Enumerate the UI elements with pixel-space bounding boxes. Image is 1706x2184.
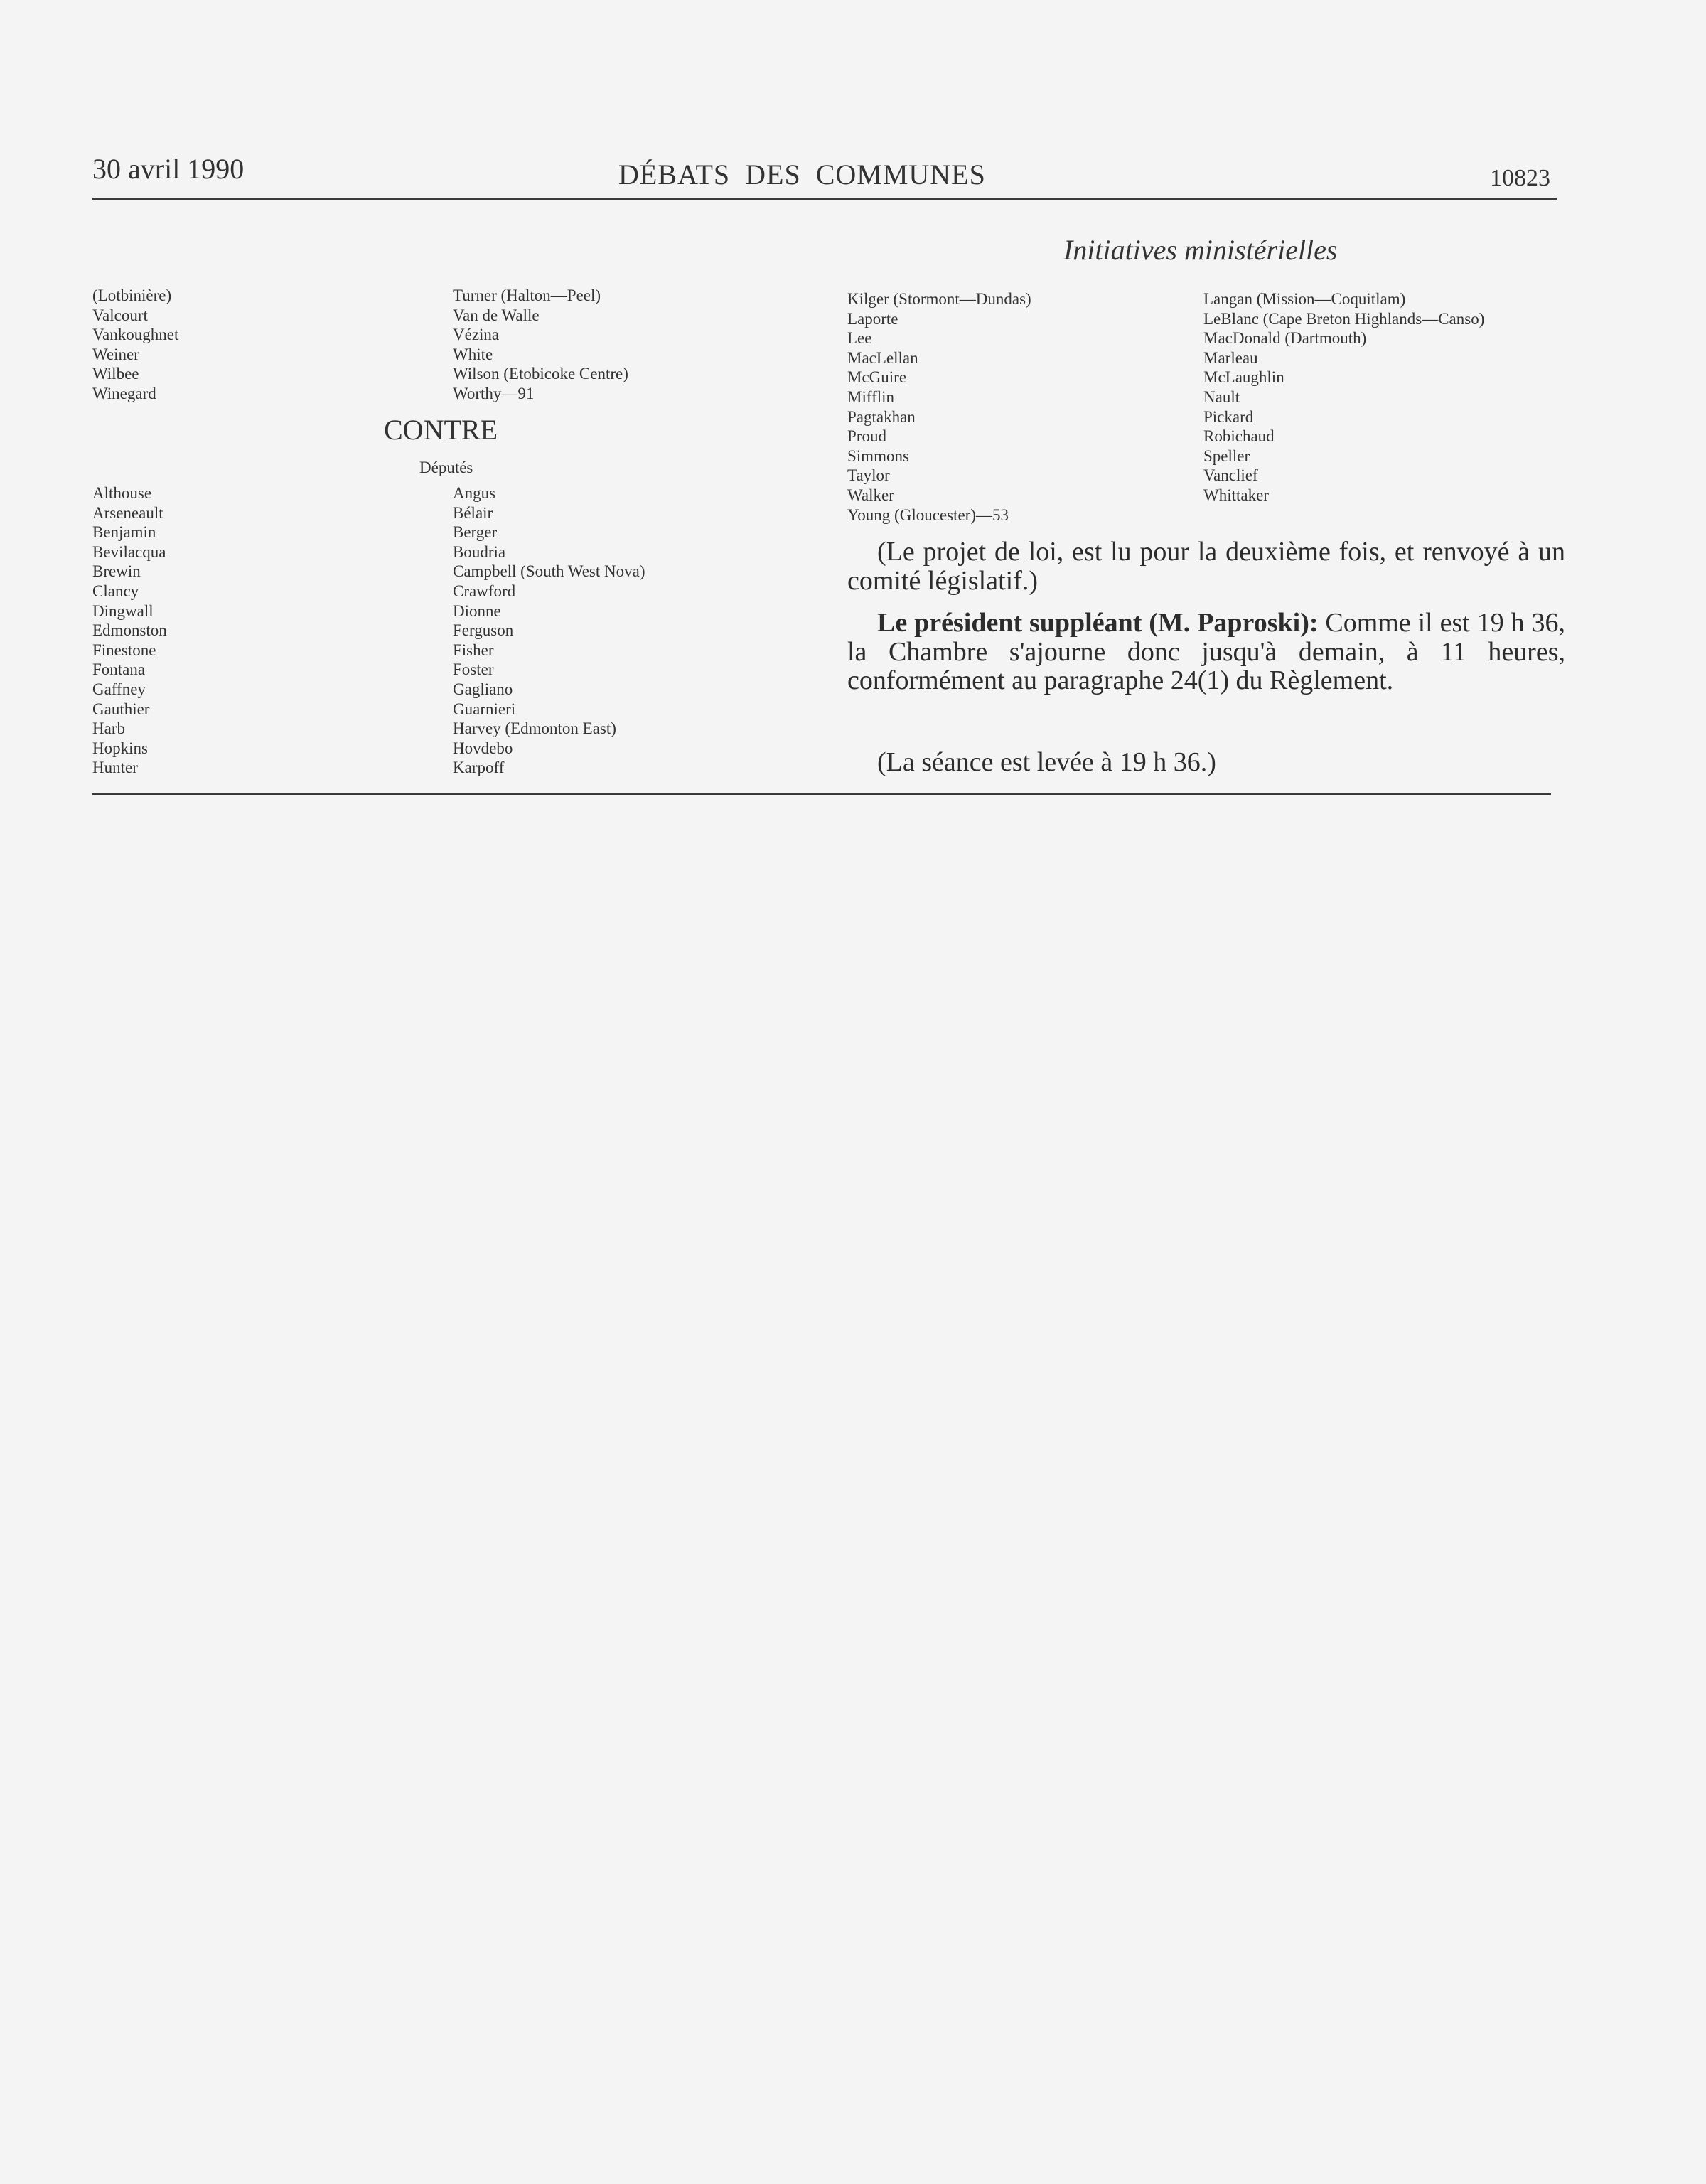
member-name: Hopkins (92, 739, 148, 757)
member-name: Young (Gloucester)—53 (847, 505, 1009, 524)
member-name: Gaffney (92, 680, 146, 698)
member-name: Marleau (1203, 348, 1258, 367)
member-name: Gagliano (453, 680, 513, 698)
member-name: Valcourt (92, 306, 148, 324)
member-name: Wilson (Etobicoke Centre) (453, 365, 628, 383)
member-name: McLaughlin (1203, 368, 1284, 387)
member-name: Campbell (South West Nova) (453, 562, 645, 581)
member-name: Brewin (92, 562, 141, 581)
member-name: Hunter (92, 759, 138, 777)
contre-names-col2 (453, 483, 645, 778)
member-name: Weiner (92, 345, 139, 363)
member-name: Karpoff (453, 759, 505, 777)
member-name: Berger (453, 523, 498, 542)
member-name: Langan (Mission—Coquitlam) (1203, 290, 1406, 308)
member-name: Lee (847, 329, 872, 348)
member-name: LeBlanc (Cape Breton Highlands—Canso) (1203, 309, 1485, 328)
contre-names-col1 (92, 483, 167, 778)
member-name: Vézina (453, 326, 500, 344)
pour-names-col1 (92, 286, 178, 404)
member-name: Edmonston (92, 621, 167, 640)
member-name: Kilger (Stormont—Dundas) (847, 290, 1031, 308)
member-name: Ferguson (453, 621, 514, 640)
member-name: Hovdebo (453, 739, 513, 757)
pour-names-col2 (453, 286, 628, 404)
header-title: DÉBATS DES COMMUNES (618, 159, 986, 191)
member-name: Boudria (453, 542, 506, 561)
member-name: Bevilacqua (92, 542, 166, 561)
member-name: Nault (1203, 387, 1240, 406)
deputes-subheading: Députés (419, 459, 473, 476)
member-name: Vanclief (1203, 466, 1258, 485)
member-name: Guarnieri (453, 700, 516, 718)
member-name: Mifflin (847, 387, 895, 406)
paragraph-bill-referred: (Le projet de loi, est lu pour la deuxième fois, et renvoyé à un comité législatif.) (847, 537, 1565, 596)
member-name: Fisher (453, 641, 494, 659)
member-name: Winegard (92, 384, 156, 402)
header-page-number: 10823 (1490, 165, 1550, 191)
member-name: Whittaker (1203, 486, 1269, 504)
header-date: 30 avril 1990 (92, 153, 245, 185)
section-heading: Initiatives ministérielles (1063, 234, 1338, 266)
member-name: Clancy (92, 582, 139, 600)
member-name: Simmons (847, 446, 909, 465)
member-name: MacLellan (847, 348, 918, 367)
paragraph-adjournment (847, 609, 1565, 695)
member-name: (Lotbinière) (92, 287, 172, 304)
member-name: Pagtakhan (847, 407, 916, 426)
member-name: Finestone (92, 641, 156, 659)
header-rule (92, 198, 1557, 200)
member-name: Gauthier (92, 700, 150, 718)
member-name: Crawford (453, 582, 516, 600)
member-name: Dingwall (92, 601, 154, 620)
member-name: Harvey (Edmonton East) (453, 719, 616, 738)
contre-names-col3 (847, 289, 1031, 525)
footer-rule (92, 793, 1551, 795)
member-name: Arseneault (92, 503, 163, 522)
member-name: Walker (847, 486, 894, 504)
member-name: Dionne (453, 601, 501, 620)
member-name: McGuire (847, 368, 907, 387)
member-name: Bélair (453, 503, 493, 522)
member-name: Harb (92, 719, 125, 738)
contre-heading: CONTRE (384, 414, 498, 446)
speaker-name: Le président suppléant (M. Paproski): (877, 608, 1319, 638)
member-name: MacDonald (Dartmouth) (1203, 329, 1367, 348)
member-name: Pickard (1203, 407, 1254, 426)
member-name: Turner (Halton—Peel) (453, 287, 601, 304)
member-name: Althouse (92, 484, 152, 502)
member-name: White (453, 345, 493, 363)
member-name: Vankoughnet (92, 326, 179, 344)
member-name: Van de Walle (453, 306, 540, 324)
member-name: Taylor (847, 466, 890, 485)
member-name: Speller (1203, 446, 1250, 465)
member-name: Laporte (847, 309, 898, 328)
member-name: Benjamin (92, 523, 156, 542)
member-name: Wilbee (92, 365, 139, 383)
member-name: Robichaud (1203, 427, 1275, 446)
member-name: Angus (453, 484, 496, 502)
member-name: Fontana (92, 660, 146, 679)
member-name: Worthy—91 (453, 384, 535, 402)
member-name: Foster (453, 660, 494, 679)
contre-names-col4 (1203, 289, 1484, 505)
paragraph-sitting-closed: (La séance est levée à 19 h 36.) (877, 747, 1216, 777)
member-name: Proud (847, 427, 886, 446)
adjournment-text: Comme il est 19 h 36, la Chambre s'ajourne donc jusqu'à demain, à 11 heures, conformément au paragraphe 24(1) du Règlement. (847, 608, 1566, 695)
